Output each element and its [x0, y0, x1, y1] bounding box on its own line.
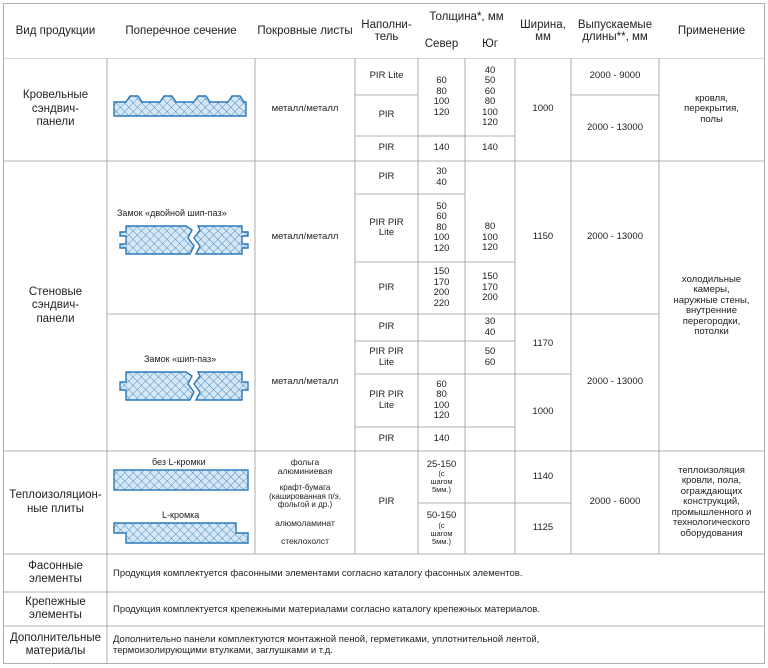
wall-lock-caption-1: Замок «двойной шип-паз» [117, 208, 227, 218]
wall-north-1: 30 40 [436, 166, 447, 188]
plates-sheet-2: крафт-бумага (кашированная п/э, фольгой и др.) [269, 483, 341, 510]
wall-length-2: 2000 - 13000 [587, 376, 643, 388]
wall-filler-3: PIR [378, 281, 395, 293]
roof-application: кровля, перекрытия, полы [684, 92, 739, 125]
roof-width: 1000 [532, 103, 554, 115]
plate-diagram-1 [112, 468, 252, 494]
roof-filler-1: PIR Lite [369, 70, 404, 82]
wall-lock-caption-2: Замок «шип-паз» [144, 354, 217, 364]
header-thickness: Толщина*, мм [418, 4, 515, 30]
roof-sheets: металл/металл [271, 103, 339, 115]
wall-north-6: 60 80 100 120 [433, 378, 450, 421]
wall-filler-2: PIR PIR Lite [369, 216, 404, 238]
wall-width-2: 1170 [532, 337, 554, 349]
wall-south-5: 50 60 [484, 346, 496, 368]
roof-north-140: 140 [433, 142, 450, 154]
header-lengths: Выпускаемые длины**, мм [571, 4, 659, 58]
roof-panel-diagram [112, 90, 250, 122]
wall-south-2: 80 100 120 [482, 221, 498, 254]
wall-south-4: 30 40 [484, 316, 496, 338]
wall-filler-6: PIR PIR Lite [369, 389, 404, 411]
wall-sheets-1: металл/металл [271, 231, 339, 243]
wall-application: холодильные камеры, наружные стены, внутренние перегородки, потолки [673, 273, 750, 337]
plates-thickness-1 [418, 451, 465, 503]
wall-panel-diagram-1 [116, 222, 252, 258]
plates-thickness-1-note: (с шагом 5мм.) [430, 469, 453, 495]
wall-filler-1: PIR [378, 171, 395, 183]
plates-product: Теплоизоляцион- ные плиты [9, 489, 102, 515]
roof-product: Кровельные сэндвич- панели [22, 89, 89, 129]
wall-filler-4: PIR [378, 321, 395, 333]
roof-south: 40 50 60 80 100 120 [482, 64, 498, 128]
wall-north-2: 50 60 80 100 120 [433, 200, 450, 254]
fasteners-product: Крепежные элементы [25, 595, 86, 621]
wall-filler-5: PIR PIR Lite [369, 346, 404, 368]
wall-sheets-2: металл/металл [271, 376, 339, 388]
header-product: Вид продукции [4, 4, 107, 58]
roof-south-140: 140 [482, 142, 498, 154]
plates-filler: PIR [378, 496, 395, 508]
wall-north-3: 150 170 200 220 [433, 266, 450, 309]
shaped-product: Фасонные элементы [28, 559, 83, 585]
extra-product: Дополнительные материалы [9, 631, 102, 657]
plates-length: 2000 - 6000 [589, 496, 641, 508]
header-application: Применение [659, 4, 764, 58]
plates-sheet-1: фольга алюминиевая [277, 457, 333, 476]
plates-caption-1: без L-кромки [152, 457, 206, 467]
plates-width-1: 1140 [532, 470, 554, 482]
plates-sheet-4: стеклохолст [280, 535, 330, 546]
wall-north-7: 140 [433, 432, 450, 444]
wall-width-3: 1000 [532, 406, 554, 418]
header-section: Поперечное сечение [107, 4, 255, 58]
wall-panel-diagram-2 [116, 368, 252, 404]
plates-application: теплоизоляция кровли, пола, ограждающих конструкций, промышленного и технологического оборудования [671, 464, 752, 539]
header-north: Север [418, 30, 465, 58]
roof-filler-2: PIR [378, 109, 395, 121]
roof-length-2: 2000 - 13000 [587, 121, 643, 133]
header-south: Юг [465, 30, 515, 58]
wall-length-1: 2000 - 13000 [587, 231, 643, 243]
plate-diagram-2 [112, 521, 252, 547]
plates-sheet-3: алюмоламинат [275, 517, 335, 528]
plates-caption-2: L-кромка [162, 510, 200, 520]
wall-filler-7: PIR [378, 432, 395, 444]
wall-width-1: 1150 [532, 231, 554, 243]
roof-length-1: 2000 - 9000 [589, 70, 641, 82]
roof-north: 60 80 100 120 [433, 75, 450, 118]
plates-thickness-2-value: 50-150 [426, 510, 457, 522]
wall-product: Стеновые сэндвич- панели [28, 285, 83, 325]
header-sheets: Покровные листы [255, 4, 355, 58]
header-filler: Наполни- тель [355, 4, 418, 58]
extra-note: Дополнительно панели комплектуются монтажной пеной, герметиками, уплотнительной лентой, термоизолирующими втулками, заглушками и т.д. [113, 634, 540, 656]
plates-thickness-1-value: 25-150 [426, 458, 457, 470]
wall-south-3: 150 170 200 [482, 271, 498, 304]
shaped-note: Продукция комплектуется фасонными элементами согласно каталогу фасонных элементов. [113, 567, 523, 579]
plates-width-2: 1125 [532, 522, 554, 534]
header-width: Ширина, мм [515, 4, 571, 58]
roof-filler-3: PIR [378, 142, 395, 154]
plates-thickness-2 [418, 503, 465, 554]
plates-thickness-2-note: (с шагом 5мм.) [430, 520, 453, 546]
fasteners-note: Продукция комплектуется крепежными материалами согласно каталогу крепежных материалов. [113, 603, 540, 615]
